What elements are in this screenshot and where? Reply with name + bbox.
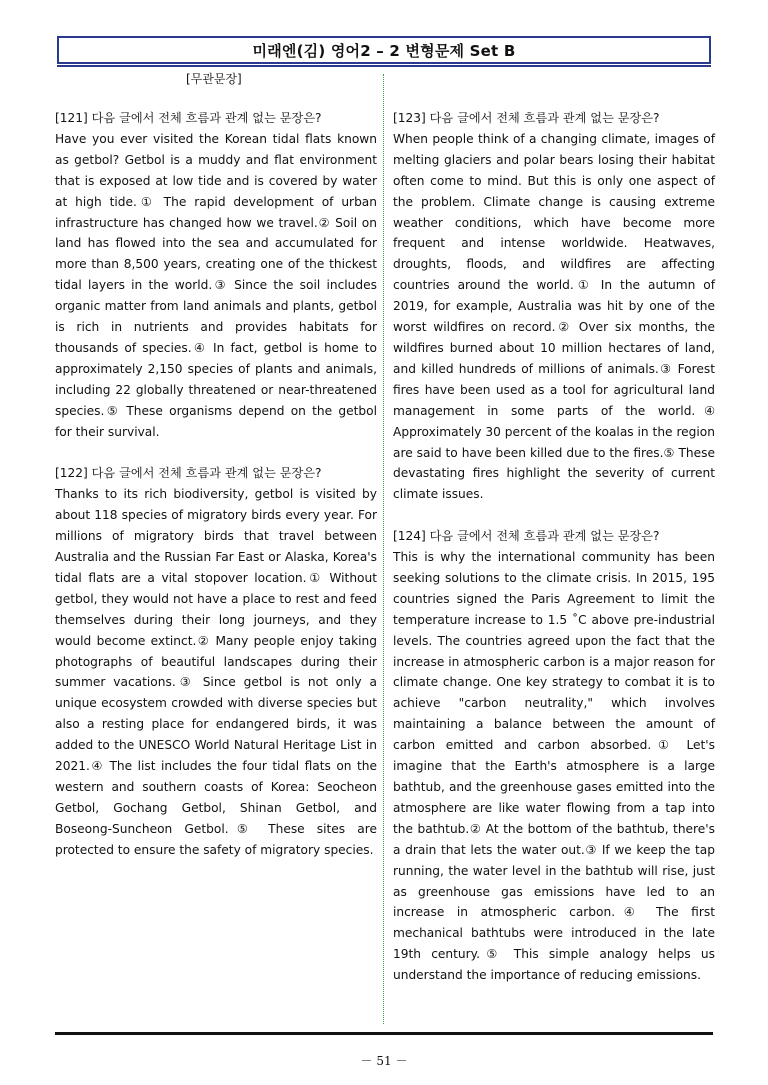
column-divider (383, 74, 384, 1024)
question-122 (55, 463, 377, 860)
section-label: [무관문장] (186, 72, 242, 86)
question-title: [121] 다음 글에서 전체 흐름과 관계 없는 문장은? (55, 111, 322, 125)
right-column (393, 108, 715, 1007)
left-column (55, 108, 377, 882)
question-title: [122] 다음 글에서 전체 흐름과 관계 없는 문장은? (55, 466, 322, 481)
question-123 (393, 108, 715, 505)
question-passage: When people think of a changing climate, images of melting glaciers and polar bears losing their habitat often come to mind. But this is only one aspect of the problem. Climate change is causing extreme weather conditions, which have become more frequent and intense worldwide. Heatwaves, droughts, floods, and wildfires are affecting countries around the world.① In the autumn of 2019, for example, Australia was hit by one of the worst wildfires on record.② Over six months, the wildfires burned about 10 million hectares of land, and killed hundreds of millions of animals.③ Forest fires have been used as a tool for agricultural land management in some parts of the world.④ Approximately 30 percent of the koalas in the region are said to have been killed due to the fires.⑤ These devastating fires highlight the severity of current climate issues. (393, 131, 715, 502)
page-number: － 51 － (360, 1054, 408, 1068)
question-121 (55, 108, 377, 443)
question-passage: Have you ever visited the Korean tidal flats known as getbol? Getbol is a muddy and flat environment that is exposed at low tide and is covered by water at high tide.① The rapid development of urban infrastructure has changed how we travel.② Soil on land has flowed into the sea and accumulated for more than 8,500 years, creating one of the thickest tidal layers in the world.③ Since the soil includes organic matter from land animals and plants, getbol is rich in nutrients and provides habitats for thousands of species.④ In fact, getbol is home to approximately 2,150 species of plants and animals, including 22 globally threatened or near-threatened species.⑤ These organisms depend on the getbol for their survival. (55, 131, 377, 439)
question-passage: Thanks to its rich biodiversity, getbol is visited by about 118 species of migratory birds every year. For millions of migratory birds that travel between Australia and the Russian Far East or Alaska, Korea's tidal flats are a vital stopover location.① Without getbol, they would not have a place to rest and feed themselves during their long journeys, and they would become extinct.② Many people enjoy taking photographs of beautiful landscapes during their summer vacations.③ Since getbol is not only a unique ecosystem crowded with diverse species but also a resting place for endangered birds, it was added to the UNESCO World Natural Heritage List in 2021.④ The list includes the four tidal flats on the western and southern coasts of Korea: Seocheon Getbol, Gochang Getbol, Shinan Getbol, and Boseong-Suncheon Getbol.⑤ These sites are protected to ensure the safety of migratory species. (55, 487, 377, 857)
question-passage: This is why the international community has been seeking solutions to the climate crisis. In 2015, 195 countries signed the Paris Agreement to limit the temperature increase to 1.5 ˚C above pre-industrial levels. The countries agreed upon the fact that the increase in atmospheric carbon is a major reason for climate change. One key strategy to combat it is to achieve "carbon neutrality," which involves maintaining a balance between the amount of carbon emitted and carbon absorbed.① Let's imagine that the Earth's atmosphere is a large bathtub, and the greenhouse gases emitted into the atmosphere are like water flowing from a tap into the bathtub.② At the bottom of the bathtub, there's a drain that lets the water out.③ If we keep the tap running, the water level in the bathtub will rise, just as greenhouse gas emissions have led to an increase in atmospheric carbon.④ The first mechanical bathtubs were introduced in the late 19th century.⑤ This simple analogy helps us understand the importance of reducing emissions. (393, 550, 715, 983)
question-title: [123] 다음 글에서 전체 흐름과 관계 없는 문장은? (393, 111, 660, 125)
footer-rule (55, 1032, 713, 1035)
question-title: [124] 다음 글에서 전체 흐름과 관계 없는 문장은? (393, 529, 660, 544)
question-124 (393, 526, 715, 986)
page-title: 미래엔(김) 영어2 – 2 변형문제 Set B (57, 36, 711, 64)
